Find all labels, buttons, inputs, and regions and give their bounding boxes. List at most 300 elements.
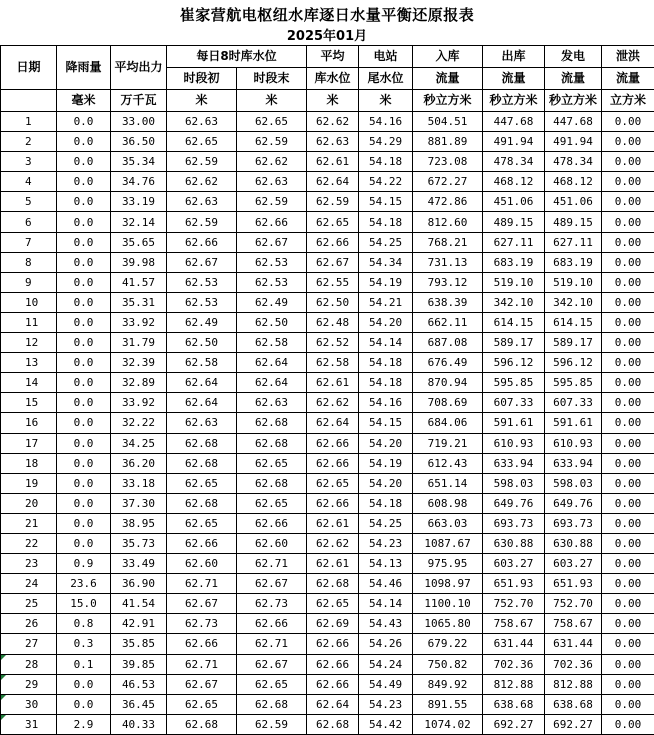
cell-level-start[interactable]: 62.71 [167,654,237,674]
cell-tail-level[interactable]: 54.14 [359,594,413,614]
cell-outflow[interactable]: 468.12 [483,172,545,192]
cell-level-end[interactable]: 62.67 [237,574,307,594]
cell-gen-flow[interactable]: 478.34 [545,152,602,172]
cell-day[interactable]: 2 [1,132,57,152]
cell-tail-level[interactable]: 54.15 [359,413,413,433]
cell-spill[interactable]: 0.00 [602,554,654,574]
cell-level-end[interactable]: 62.58 [237,333,307,353]
cell-inflow[interactable]: 662.11 [413,312,483,332]
cell-level-start[interactable]: 62.71 [167,574,237,594]
cell-level-avg[interactable]: 62.66 [307,654,359,674]
cell-gen-flow[interactable]: 607.33 [545,393,602,413]
cell-outflow[interactable]: 519.10 [483,272,545,292]
cell-day[interactable]: 26 [1,614,57,634]
cell-inflow[interactable]: 849.92 [413,674,483,694]
outflow-group-header[interactable]: 出库 [483,46,545,68]
cell-inflow[interactable]: 684.06 [413,413,483,433]
cell-gen-flow[interactable]: 633.94 [545,453,602,473]
cell-day[interactable]: 22 [1,533,57,553]
cell-level-start[interactable]: 62.64 [167,373,237,393]
cell-spill[interactable]: 0.00 [602,192,654,212]
cell-rain[interactable]: 0.0 [57,493,111,513]
cell-tail-level[interactable]: 54.24 [359,654,413,674]
cell-level-start[interactable]: 62.68 [167,433,237,453]
cell-level-start[interactable]: 62.66 [167,634,237,654]
cell-level-start[interactable]: 62.63 [167,413,237,433]
cell-tail-level[interactable]: 54.19 [359,453,413,473]
cell-power[interactable]: 39.85 [111,654,167,674]
cell-level-avg[interactable]: 62.68 [307,714,359,734]
cell-level-avg[interactable]: 62.50 [307,292,359,312]
cell-day[interactable]: 4 [1,172,57,192]
cell-level-end[interactable]: 62.66 [237,614,307,634]
cell-day[interactable]: 16 [1,413,57,433]
cell-rain[interactable]: 2.9 [57,714,111,734]
cell-level-avg[interactable]: 62.66 [307,433,359,453]
cell-day[interactable]: 21 [1,513,57,533]
cell-tail-level[interactable]: 54.16 [359,112,413,132]
cell-rain[interactable]: 0.0 [57,694,111,714]
cell-level-start[interactable]: 62.67 [167,674,237,694]
cell-level-avg[interactable]: 62.61 [307,554,359,574]
cell-outflow[interactable]: 758.67 [483,614,545,634]
cell-inflow[interactable]: 1100.10 [413,594,483,614]
cell-outflow[interactable]: 692.27 [483,714,545,734]
cell-level-start[interactable]: 62.59 [167,212,237,232]
cell-level-start[interactable]: 62.65 [167,473,237,493]
cell-day[interactable] [1,674,57,694]
cell-outflow[interactable]: 478.34 [483,152,545,172]
cell-level-avg[interactable]: 62.64 [307,172,359,192]
cell-outflow[interactable]: 693.73 [483,513,545,533]
cell-power[interactable]: 41.54 [111,594,167,614]
cell-spill[interactable]: 0.00 [602,353,654,373]
cell-gen-flow[interactable]: 812.88 [545,674,602,694]
cell-outflow[interactable]: 638.68 [483,694,545,714]
cell-day[interactable]: 19 [1,473,57,493]
cell-level-start[interactable]: 62.50 [167,333,237,353]
cell-level-end[interactable]: 62.67 [237,654,307,674]
cell-power[interactable]: 31.79 [111,333,167,353]
cell-outflow[interactable]: 451.06 [483,192,545,212]
cell-level-end[interactable]: 62.59 [237,192,307,212]
cell-level-start[interactable]: 62.68 [167,714,237,734]
cell-spill[interactable]: 0.00 [602,272,654,292]
cell-level-end[interactable]: 62.65 [237,674,307,694]
cell-outflow[interactable]: 610.93 [483,433,545,453]
cell-rain[interactable]: 0.9 [57,554,111,574]
cell-rain[interactable]: 0.0 [57,533,111,553]
cell-rain[interactable]: 15.0 [57,594,111,614]
cell-outflow[interactable]: 633.94 [483,453,545,473]
cell-spill[interactable]: 0.00 [602,694,654,714]
cell-level-avg[interactable]: 62.62 [307,533,359,553]
cell-level-start[interactable]: 62.63 [167,112,237,132]
cell-day[interactable] [1,714,57,734]
col-start-header[interactable]: 时段初 [167,68,237,90]
cell-gen-flow[interactable]: 702.36 [545,654,602,674]
cell-level-avg[interactable]: 62.68 [307,574,359,594]
cell-level-end[interactable]: 62.53 [237,272,307,292]
cell-level-avg[interactable]: 62.67 [307,252,359,272]
cell-level-end[interactable]: 62.67 [237,232,307,252]
cell-level-end[interactable]: 62.71 [237,634,307,654]
cell-level-end[interactable]: 62.50 [237,312,307,332]
cell-power[interactable]: 36.20 [111,453,167,473]
cell-inflow[interactable]: 881.89 [413,132,483,152]
cell-tail-level[interactable]: 54.23 [359,694,413,714]
cell-level-start[interactable]: 62.58 [167,353,237,373]
cell-outflow[interactable]: 589.17 [483,333,545,353]
inflow-group-header[interactable]: 入库 [413,46,483,68]
cell-outflow[interactable]: 702.36 [483,654,545,674]
cell-power[interactable]: 32.89 [111,373,167,393]
cell-gen-flow[interactable]: 598.03 [545,473,602,493]
cell-level-avg[interactable]: 62.64 [307,413,359,433]
cell-tail-level[interactable]: 54.19 [359,272,413,292]
cell-inflow[interactable]: 651.14 [413,473,483,493]
col-spill-header[interactable]: 流量 [602,68,654,90]
cell-spill[interactable]: 0.00 [602,674,654,694]
cell-tail-level[interactable]: 54.18 [359,493,413,513]
cell-level-start[interactable]: 62.53 [167,272,237,292]
cell-gen-flow[interactable]: 610.93 [545,433,602,453]
cell-outflow[interactable]: 607.33 [483,393,545,413]
cell-tail-level[interactable]: 54.34 [359,252,413,272]
cell-inflow[interactable]: 612.43 [413,453,483,473]
cell-inflow[interactable]: 1087.67 [413,533,483,553]
cell-inflow[interactable]: 793.12 [413,272,483,292]
cell-outflow[interactable]: 630.88 [483,533,545,553]
cell-outflow[interactable]: 812.88 [483,674,545,694]
cell-outflow[interactable]: 683.19 [483,252,545,272]
cell-level-avg[interactable]: 62.62 [307,393,359,413]
cell-gen-flow[interactable]: 447.68 [545,112,602,132]
cell-gen-flow[interactable]: 451.06 [545,192,602,212]
cell-level-end[interactable]: 62.49 [237,292,307,312]
cell-power[interactable]: 46.53 [111,674,167,694]
cell-day[interactable]: 23 [1,554,57,574]
cell-tail-level[interactable]: 54.49 [359,674,413,694]
cell-rain[interactable]: 0.0 [57,473,111,493]
water-level-group-header[interactable]: 每日8时库水位 [167,46,307,68]
cell-rain[interactable]: 0.0 [57,312,111,332]
cell-outflow[interactable]: 649.76 [483,493,545,513]
cell-tail-level[interactable]: 54.20 [359,312,413,332]
cell-day[interactable]: 1 [1,112,57,132]
cell-level-start[interactable]: 62.68 [167,453,237,473]
cell-inflow[interactable]: 870.94 [413,373,483,393]
cell-inflow[interactable]: 676.49 [413,353,483,373]
cell-gen-flow[interactable]: 638.68 [545,694,602,714]
cell-gen-flow[interactable]: 491.94 [545,132,602,152]
cell-tail-level[interactable]: 54.18 [359,353,413,373]
cell-outflow[interactable]: 591.61 [483,413,545,433]
cell-level-start[interactable]: 62.66 [167,533,237,553]
cell-level-end[interactable]: 62.68 [237,694,307,714]
cell-level-start[interactable]: 62.73 [167,614,237,634]
cell-power[interactable]: 35.65 [111,232,167,252]
cell-level-avg[interactable]: 62.61 [307,373,359,393]
cell-tail-level[interactable]: 54.42 [359,714,413,734]
cell-spill[interactable]: 0.00 [602,393,654,413]
cell-spill[interactable]: 0.00 [602,473,654,493]
cell-power[interactable]: 33.19 [111,192,167,212]
cell-day[interactable]: 25 [1,594,57,614]
cell-level-end[interactable]: 62.63 [237,393,307,413]
cell-gen-flow[interactable]: 468.12 [545,172,602,192]
cell-inflow[interactable]: 723.08 [413,152,483,172]
cell-gen-flow[interactable]: 614.15 [545,312,602,332]
cell-level-start[interactable]: 62.64 [167,393,237,413]
cell-rain[interactable]: 0.0 [57,453,111,473]
cell-rain[interactable]: 0.0 [57,132,111,152]
cell-inflow[interactable]: 663.03 [413,513,483,533]
cell-gen-flow[interactable]: 589.17 [545,333,602,353]
cell-power[interactable]: 36.90 [111,574,167,594]
cell-outflow[interactable]: 596.12 [483,353,545,373]
cell-power[interactable]: 40.33 [111,714,167,734]
cell-spill[interactable]: 0.00 [602,252,654,272]
cell-outflow[interactable]: 614.15 [483,312,545,332]
cell-outflow[interactable]: 447.68 [483,112,545,132]
cell-spill[interactable]: 0.00 [602,232,654,252]
cell-level-avg[interactable]: 62.65 [307,594,359,614]
cell-level-avg[interactable]: 62.64 [307,694,359,714]
cell-spill[interactable]: 0.00 [602,614,654,634]
cell-gen-flow[interactable]: 591.61 [545,413,602,433]
cell-tail-level[interactable]: 54.18 [359,152,413,172]
cell-rain[interactable]: 0.0 [57,172,111,192]
cell-power[interactable]: 33.18 [111,473,167,493]
cell-gen-flow[interactable]: 342.10 [545,292,602,312]
cell-rain[interactable]: 0.0 [57,272,111,292]
cell-tail-level[interactable]: 54.21 [359,292,413,312]
cell-outflow[interactable]: 631.44 [483,634,545,654]
col-reservoir-level-header[interactable]: 库水位 [307,68,359,90]
col-end-header[interactable]: 时段末 [237,68,307,90]
cell-level-end[interactable]: 62.59 [237,714,307,734]
cell-power[interactable]: 37.30 [111,493,167,513]
cell-level-avg[interactable]: 62.58 [307,353,359,373]
cell-level-end[interactable]: 62.62 [237,152,307,172]
cell-level-start[interactable]: 62.65 [167,513,237,533]
cell-tail-level[interactable]: 54.18 [359,212,413,232]
station-group-header[interactable]: 电站 [359,46,413,68]
cell-power[interactable]: 36.50 [111,132,167,152]
cell-tail-level[interactable]: 54.22 [359,172,413,192]
cell-rain[interactable]: 0.0 [57,373,111,393]
cell-rain[interactable]: 0.0 [57,413,111,433]
cell-day[interactable]: 11 [1,312,57,332]
cell-level-end[interactable]: 62.65 [237,112,307,132]
cell-day[interactable]: 18 [1,453,57,473]
cell-gen-flow[interactable]: 630.88 [545,533,602,553]
col-outflow-header[interactable]: 流量 [483,68,545,90]
cell-level-end[interactable]: 62.63 [237,172,307,192]
cell-level-end[interactable]: 62.66 [237,212,307,232]
cell-gen-flow[interactable]: 758.67 [545,614,602,634]
cell-day[interactable]: 17 [1,433,57,453]
cell-level-end[interactable]: 62.65 [237,493,307,513]
cell-tail-level[interactable]: 54.46 [359,574,413,594]
cell-inflow[interactable]: 1065.80 [413,614,483,634]
cell-spill[interactable]: 0.00 [602,132,654,152]
cell-power[interactable]: 32.22 [111,413,167,433]
cell-spill[interactable]: 0.00 [602,212,654,232]
cell-level-avg[interactable]: 62.59 [307,192,359,212]
cell-power[interactable]: 33.00 [111,112,167,132]
cell-level-end[interactable]: 62.64 [237,353,307,373]
gen-group-header[interactable]: 发电 [545,46,602,68]
cell-rain[interactable]: 0.8 [57,614,111,634]
cell-tail-level[interactable]: 54.13 [359,554,413,574]
cell-power[interactable]: 34.25 [111,433,167,453]
cell-power[interactable]: 35.73 [111,533,167,553]
cell-inflow[interactable]: 891.55 [413,694,483,714]
cell-rain[interactable]: 0.0 [57,212,111,232]
cell-day[interactable]: 9 [1,272,57,292]
cell-gen-flow[interactable]: 595.85 [545,373,602,393]
cell-day[interactable]: 14 [1,373,57,393]
spill-group-header[interactable]: 泄洪 [602,46,654,68]
cell-level-avg[interactable]: 62.66 [307,232,359,252]
cell-level-start[interactable]: 62.65 [167,132,237,152]
cell-tail-level[interactable]: 54.25 [359,232,413,252]
cell-inflow[interactable]: 638.39 [413,292,483,312]
cell-inflow[interactable]: 812.60 [413,212,483,232]
cell-level-avg[interactable]: 62.61 [307,152,359,172]
col-rain-header[interactable]: 降雨量 [57,46,111,90]
cell-inflow[interactable]: 679.22 [413,634,483,654]
cell-level-avg[interactable]: 62.62 [307,112,359,132]
cell-level-end[interactable]: 62.60 [237,533,307,553]
cell-level-avg[interactable]: 62.61 [307,513,359,533]
cell-day[interactable]: 10 [1,292,57,312]
cell-level-avg[interactable]: 62.65 [307,473,359,493]
cell-level-avg[interactable]: 62.66 [307,493,359,513]
cell-day[interactable]: 8 [1,252,57,272]
cell-outflow[interactable]: 491.94 [483,132,545,152]
cell-level-start[interactable]: 62.66 [167,232,237,252]
cell-gen-flow[interactable]: 649.76 [545,493,602,513]
cell-rain[interactable]: 0.0 [57,433,111,453]
cell-level-start[interactable]: 62.53 [167,292,237,312]
cell-inflow[interactable]: 1098.97 [413,574,483,594]
cell-day[interactable]: 15 [1,393,57,413]
cell-inflow[interactable]: 1074.02 [413,714,483,734]
col-gen-header[interactable]: 流量 [545,68,602,90]
cell-level-start[interactable]: 62.59 [167,152,237,172]
cell-level-avg[interactable]: 62.66 [307,634,359,654]
cell-inflow[interactable]: 768.21 [413,232,483,252]
cell-spill[interactable]: 0.00 [602,413,654,433]
cell-gen-flow[interactable]: 692.27 [545,714,602,734]
cell-tail-level[interactable]: 54.14 [359,333,413,353]
cell-inflow[interactable]: 731.13 [413,252,483,272]
cell-level-avg[interactable]: 62.55 [307,272,359,292]
cell-gen-flow[interactable]: 651.93 [545,574,602,594]
cell-outflow[interactable]: 651.93 [483,574,545,594]
cell-spill[interactable]: 0.00 [602,574,654,594]
cell-level-end[interactable]: 62.64 [237,373,307,393]
cell-power[interactable]: 36.45 [111,694,167,714]
cell-spill[interactable]: 0.00 [602,433,654,453]
cell-day[interactable]: 5 [1,192,57,212]
cell-level-avg[interactable]: 62.66 [307,453,359,473]
cell-level-start[interactable]: 62.67 [167,252,237,272]
cell-tail-level[interactable]: 54.16 [359,393,413,413]
cell-spill[interactable]: 0.00 [602,533,654,553]
cell-inflow[interactable]: 472.86 [413,192,483,212]
cell-gen-flow[interactable]: 489.15 [545,212,602,232]
cell-level-avg[interactable]: 62.48 [307,312,359,332]
cell-inflow[interactable]: 750.82 [413,654,483,674]
cell-spill[interactable]: 0.00 [602,634,654,654]
cell-rain[interactable]: 23.6 [57,574,111,594]
cell-tail-level[interactable]: 54.20 [359,473,413,493]
cell-power[interactable]: 33.92 [111,312,167,332]
cell-gen-flow[interactable]: 596.12 [545,353,602,373]
cell-power[interactable]: 32.39 [111,353,167,373]
cell-outflow[interactable]: 598.03 [483,473,545,493]
cell-tail-level[interactable]: 54.18 [359,373,413,393]
cell-rain[interactable]: 0.0 [57,333,111,353]
cell-rain[interactable]: 0.0 [57,393,111,413]
cell-rain[interactable]: 0.0 [57,152,111,172]
cell-level-start[interactable]: 62.60 [167,554,237,574]
cell-spill[interactable]: 0.00 [602,112,654,132]
cell-day[interactable]: 27 [1,634,57,654]
cell-level-start[interactable]: 62.49 [167,312,237,332]
cell-spill[interactable]: 0.00 [602,654,654,674]
cell-gen-flow[interactable]: 603.27 [545,554,602,574]
cell-outflow[interactable]: 342.10 [483,292,545,312]
cell-gen-flow[interactable]: 519.10 [545,272,602,292]
cell-spill[interactable]: 0.00 [602,373,654,393]
cell-gen-flow[interactable]: 683.19 [545,252,602,272]
cell-level-avg[interactable]: 62.65 [307,212,359,232]
cell-spill[interactable]: 0.00 [602,453,654,473]
cell-level-end[interactable]: 62.65 [237,453,307,473]
cell-level-end[interactable]: 62.68 [237,473,307,493]
cell-outflow[interactable]: 489.15 [483,212,545,232]
cell-tail-level[interactable]: 54.26 [359,634,413,654]
cell-power[interactable]: 38.95 [111,513,167,533]
cell-day[interactable]: 6 [1,212,57,232]
cell-outflow[interactable]: 627.11 [483,232,545,252]
cell-tail-level[interactable]: 54.29 [359,132,413,152]
cell-inflow[interactable]: 687.08 [413,333,483,353]
cell-power[interactable]: 33.92 [111,393,167,413]
cell-level-avg[interactable]: 62.52 [307,333,359,353]
cell-tail-level[interactable]: 54.43 [359,614,413,634]
cell-outflow[interactable]: 603.27 [483,554,545,574]
cell-rain[interactable]: 0.0 [57,353,111,373]
cell-gen-flow[interactable]: 631.44 [545,634,602,654]
cell-inflow[interactable]: 672.27 [413,172,483,192]
cell-level-end[interactable]: 62.66 [237,513,307,533]
cell-day[interactable]: 13 [1,353,57,373]
cell-spill[interactable]: 0.00 [602,292,654,312]
cell-inflow[interactable]: 608.98 [413,493,483,513]
cell-power[interactable]: 41.57 [111,272,167,292]
cell-gen-flow[interactable]: 693.73 [545,513,602,533]
avg-group-header[interactable]: 平均 [307,46,359,68]
cell-power[interactable]: 42.91 [111,614,167,634]
cell-spill[interactable]: 0.00 [602,152,654,172]
cell-level-start[interactable]: 62.63 [167,192,237,212]
